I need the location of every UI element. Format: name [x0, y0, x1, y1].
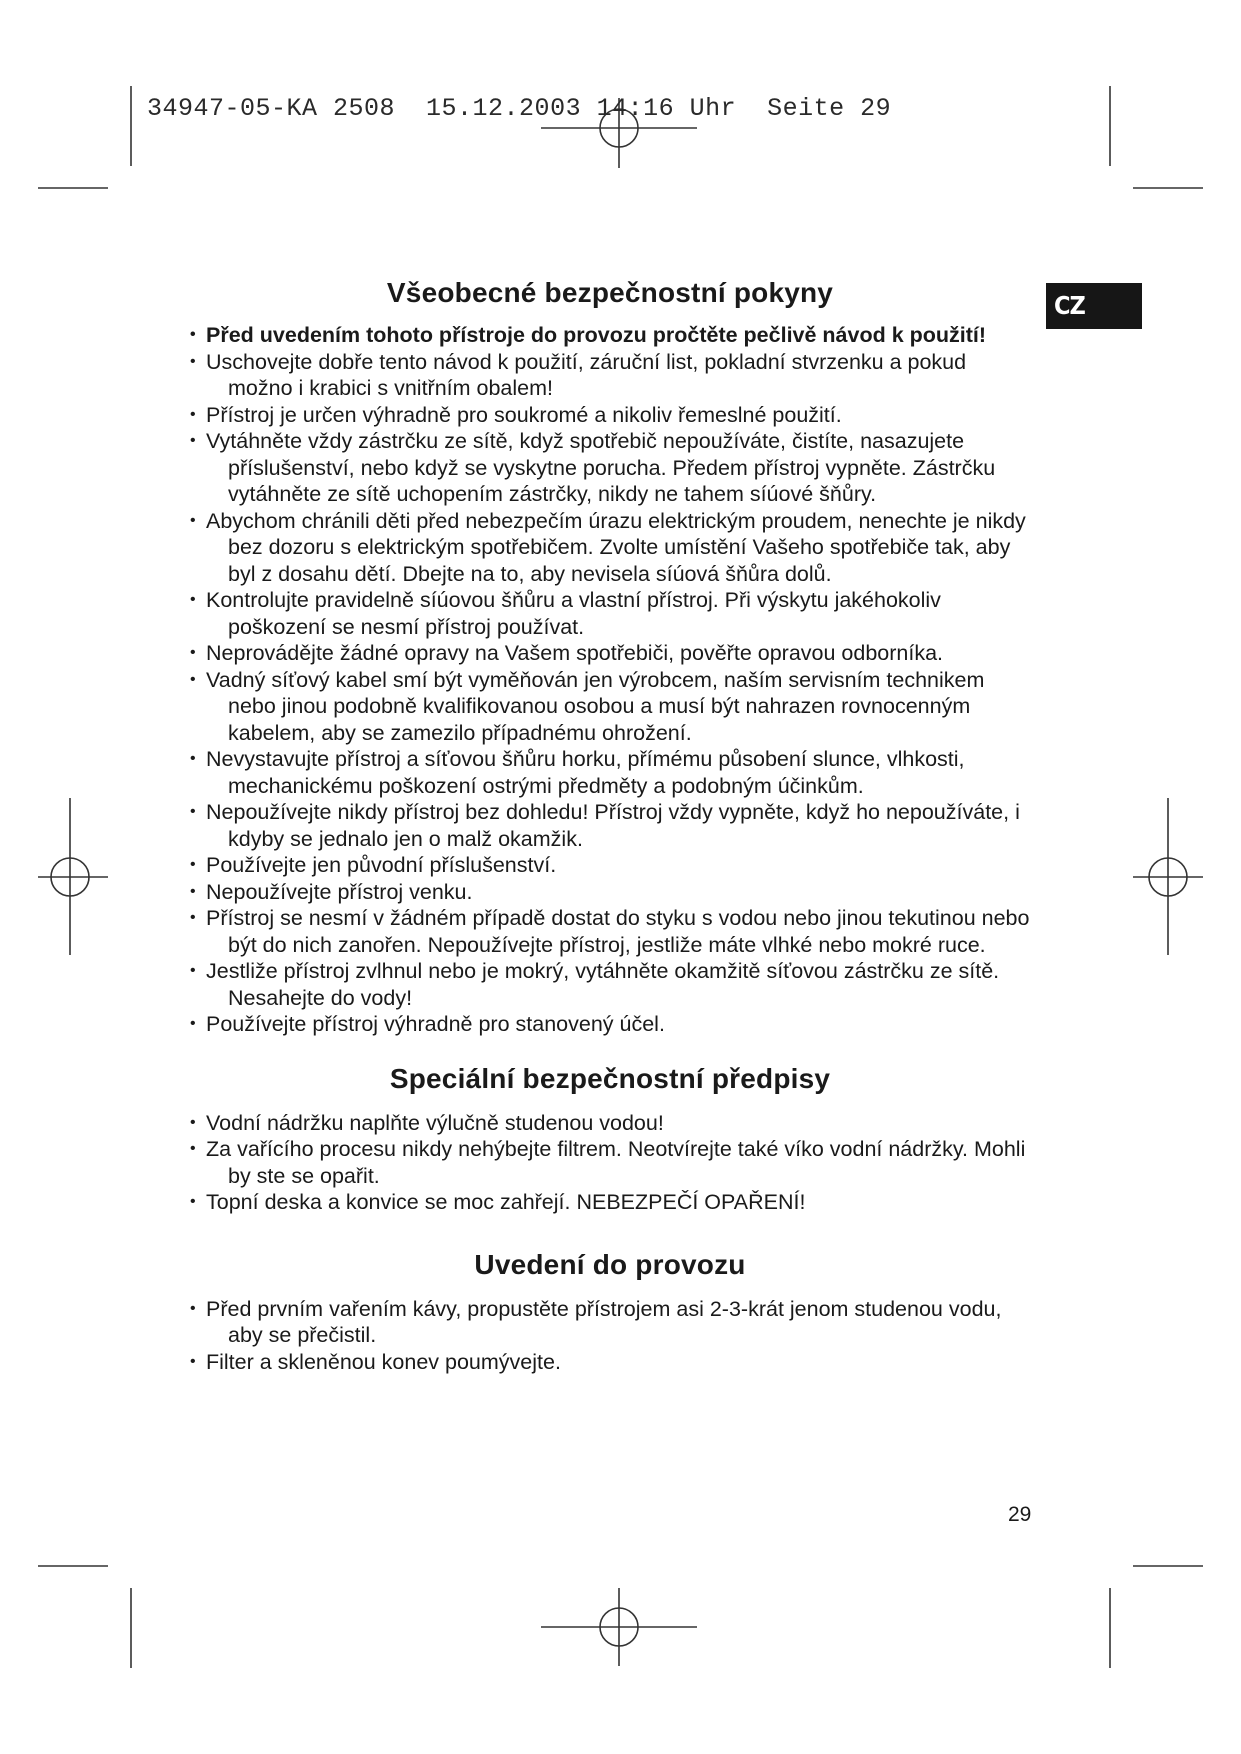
list-item: • Vadný síťový kabel smí být vyměňován jen výrobcem, naším servisním technikem nebo jinou podobně kvalifikovanou osobou a musí být nahrazen rovnocenným kabelem, aby se zamezilo případnému ohrožení.	[190, 667, 1030, 747]
language-tab: CZ	[1046, 283, 1142, 329]
list-item: • Používejte přístroj výhradně pro stanovený účel.	[190, 1011, 1030, 1038]
list-item: • Za vařícího procesu nikdy nehýbejte filtrem. Neotvírejte také víko vodní nádržky. Mohli by ste se opařit.	[190, 1136, 1030, 1189]
list-item: • Filter a skleněnou konev poumývejte.	[190, 1349, 1030, 1376]
registration-mark-right	[1133, 798, 1203, 955]
document-content	[190, 276, 1030, 1375]
list-item: • Vytáhněte vždy zástrčku ze sítě, když spotřebič nepoužíváte, čistíte, nasazujete příslušenství, nebo když se vyskytne porucha. Předem přístroj vypněte. Zástrčku vytáhněte ze sítě uchopením zástrčky, nikdy ne tahem síúové šňůry.	[190, 428, 1030, 508]
list-item: • Před prvním vařením kávy, propustěte přístrojem asi 2-3-krát jenom studenou vodu, aby se přečistil.	[190, 1296, 1030, 1349]
list-item: • Přístroj je určen výhradně pro soukromé a nikoliv řemeslné použití.	[190, 402, 1030, 429]
list-item: • Topní deska a konvice se moc zahřejí. NEBEZPEČÍ OPAŘENÍ!	[190, 1189, 1030, 1216]
list-item: • Jestliže přístroj zvlhnul nebo je mokrý, vytáhněte okamžitě síťovou zástrčku ze sítě. Nesahejte do vody!	[190, 958, 1030, 1011]
section-title-general-safety: Všeobecné bezpečnostní pokyny	[386, 277, 834, 308]
list-item: • Nevystavujte přístroj a síťovou šňůru horku, přímému působení slunce, vlhkosti, mechanickému poškození ostrými předměty a podobným účinkům.	[190, 746, 1030, 799]
first-use-list	[190, 1296, 1030, 1376]
list-item: • Používejte jen původní příslušenství.	[190, 852, 1030, 879]
list-item: • Nepoužívejte nikdy přístroj bez dohledu! Přístroj vždy vypněte, když ho nepoužíváte, i kdyby se jednalo jen o malž okamžik.	[190, 799, 1030, 852]
list-item: • Nepoužívejte přístroj venku.	[190, 879, 1030, 906]
list-item: • Před uvedením tohoto přístroje do provozu pročtěte pečlivě návod k použití!	[190, 322, 1030, 349]
list-item: • Přístroj se nesmí v žádném případě dostat do styku s vodou nebo jinou tekutinou nebo být do nich zanořen. Nepoužívejte přístroj, jestliže máte vlhké nebo mokré ruce.	[190, 905, 1030, 958]
list-item: • Vodní nádržku naplňte výlučně studenou vodou!	[190, 1110, 1030, 1137]
list-item: • Kontrolujte pravidelně síúovou šňůru a vlastní přístroj. Při výskytu jakéhokoliv poškození se nesmí přístroj používat.	[190, 587, 1030, 640]
registration-mark-left	[38, 798, 108, 955]
registration-mark-bottom	[541, 1588, 697, 1666]
print-header-slug: 34947-05-KA 2508 15.12.2003 14:16 Uhr Seite 29	[147, 94, 892, 123]
section-title-special-safety: Speciální bezpečnostní předpisy	[389, 1062, 831, 1094]
special-safety-list	[190, 1110, 1030, 1216]
general-safety-list	[190, 322, 1030, 1038]
section-title-first-use: Uvedení do provozu	[474, 1248, 746, 1280]
list-item: • Neprovádějte žádné opravy na Vašem spotřebiči, pověřte opravou odborníka.	[190, 640, 1030, 667]
page-number: 29	[1008, 1503, 1032, 1526]
list-item: • Uschovejte dobře tento návod k použití, záruční list, pokladní stvrzenku a pokud možno i krabici s vnitřním obalem!	[190, 349, 1030, 402]
list-item: • Abychom chránili děti před nebezpečím úrazu elektrickým proudem, nenechte je nikdy bez dozoru s elektrickým spotřebičem. Zvolte umístění Vašeho spotřebiče tak, aby byl z dosahu dětí. Dbejte na to, aby nevisela síúová šňůra dolů.	[190, 508, 1030, 588]
